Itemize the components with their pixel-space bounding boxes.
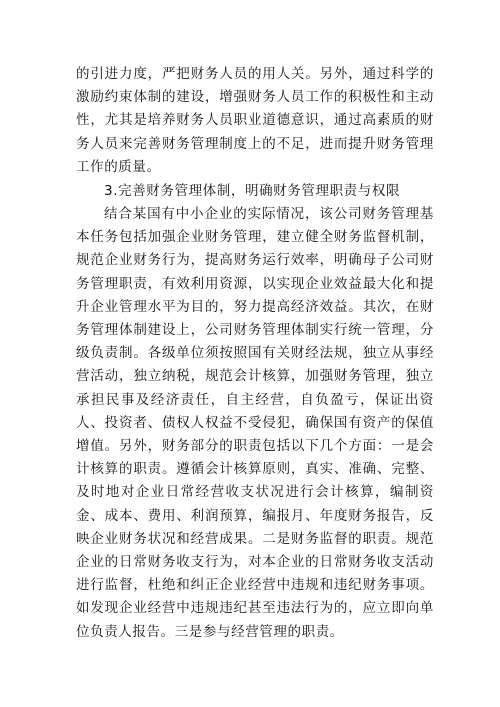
paragraph-financial-system: 结合某国有中小企业的实际情况，该公司财务管理基本任务包括加强企业财务管理，建立健全财务监督机制，规范企业财务行为，提高财务运行效率，明确母子公司财务管理职责，有效利用资源，以实现企业效益最大化和提升企业管理水平为目的，努力提高经济效益。其次，在财务管理体制建设上，公司财务管理体制实行统一管理，分级负责制。各级单位须按照国有关财经法规，独立从事经营活动，独立纳税，规范会计核算，加强财务管理，独立承担民事及经济责任，自主经营，自负盈亏，保证出资人、投资者、债权人权益不受侵犯，确保国有资产的保值增值。另外，财务部分的职责包括以下几个方面：一是会计核算的职责。遵循会计核算原则，真实、准确、完整、及时地对企业日常经营收支状况进行会计核算，编制资金、成本、费用、利润预算，编报月、年度财务报告，反映企业财务状况和经营成果。二是财务监督的职责。规范企业的日常财务收支行为，对本企业的日常财务收支活动进行监督，杜绝和纠正企业经营中违规和违纪财务事项。如发现企业经营中违规违纪甚至违法行为的，应立即向单位负责人报告。三是参与经营管理的职责。 (76, 206, 434, 640)
section-heading: 3.完善财务管理体制，明确财务管理职责与权限 (104, 183, 401, 199)
paragraph-staff-management: 的引进力度，严把财务人员的用人关。另外，通过科学的激励约束体制的建设，增强财务人员工作的积极性和主动性，尤其是培养财务人员职业道德意识，通过高素质的财务人员来完善财务管理制度上的不足，进而提升财务管理工作的质量。 (76, 66, 434, 175)
